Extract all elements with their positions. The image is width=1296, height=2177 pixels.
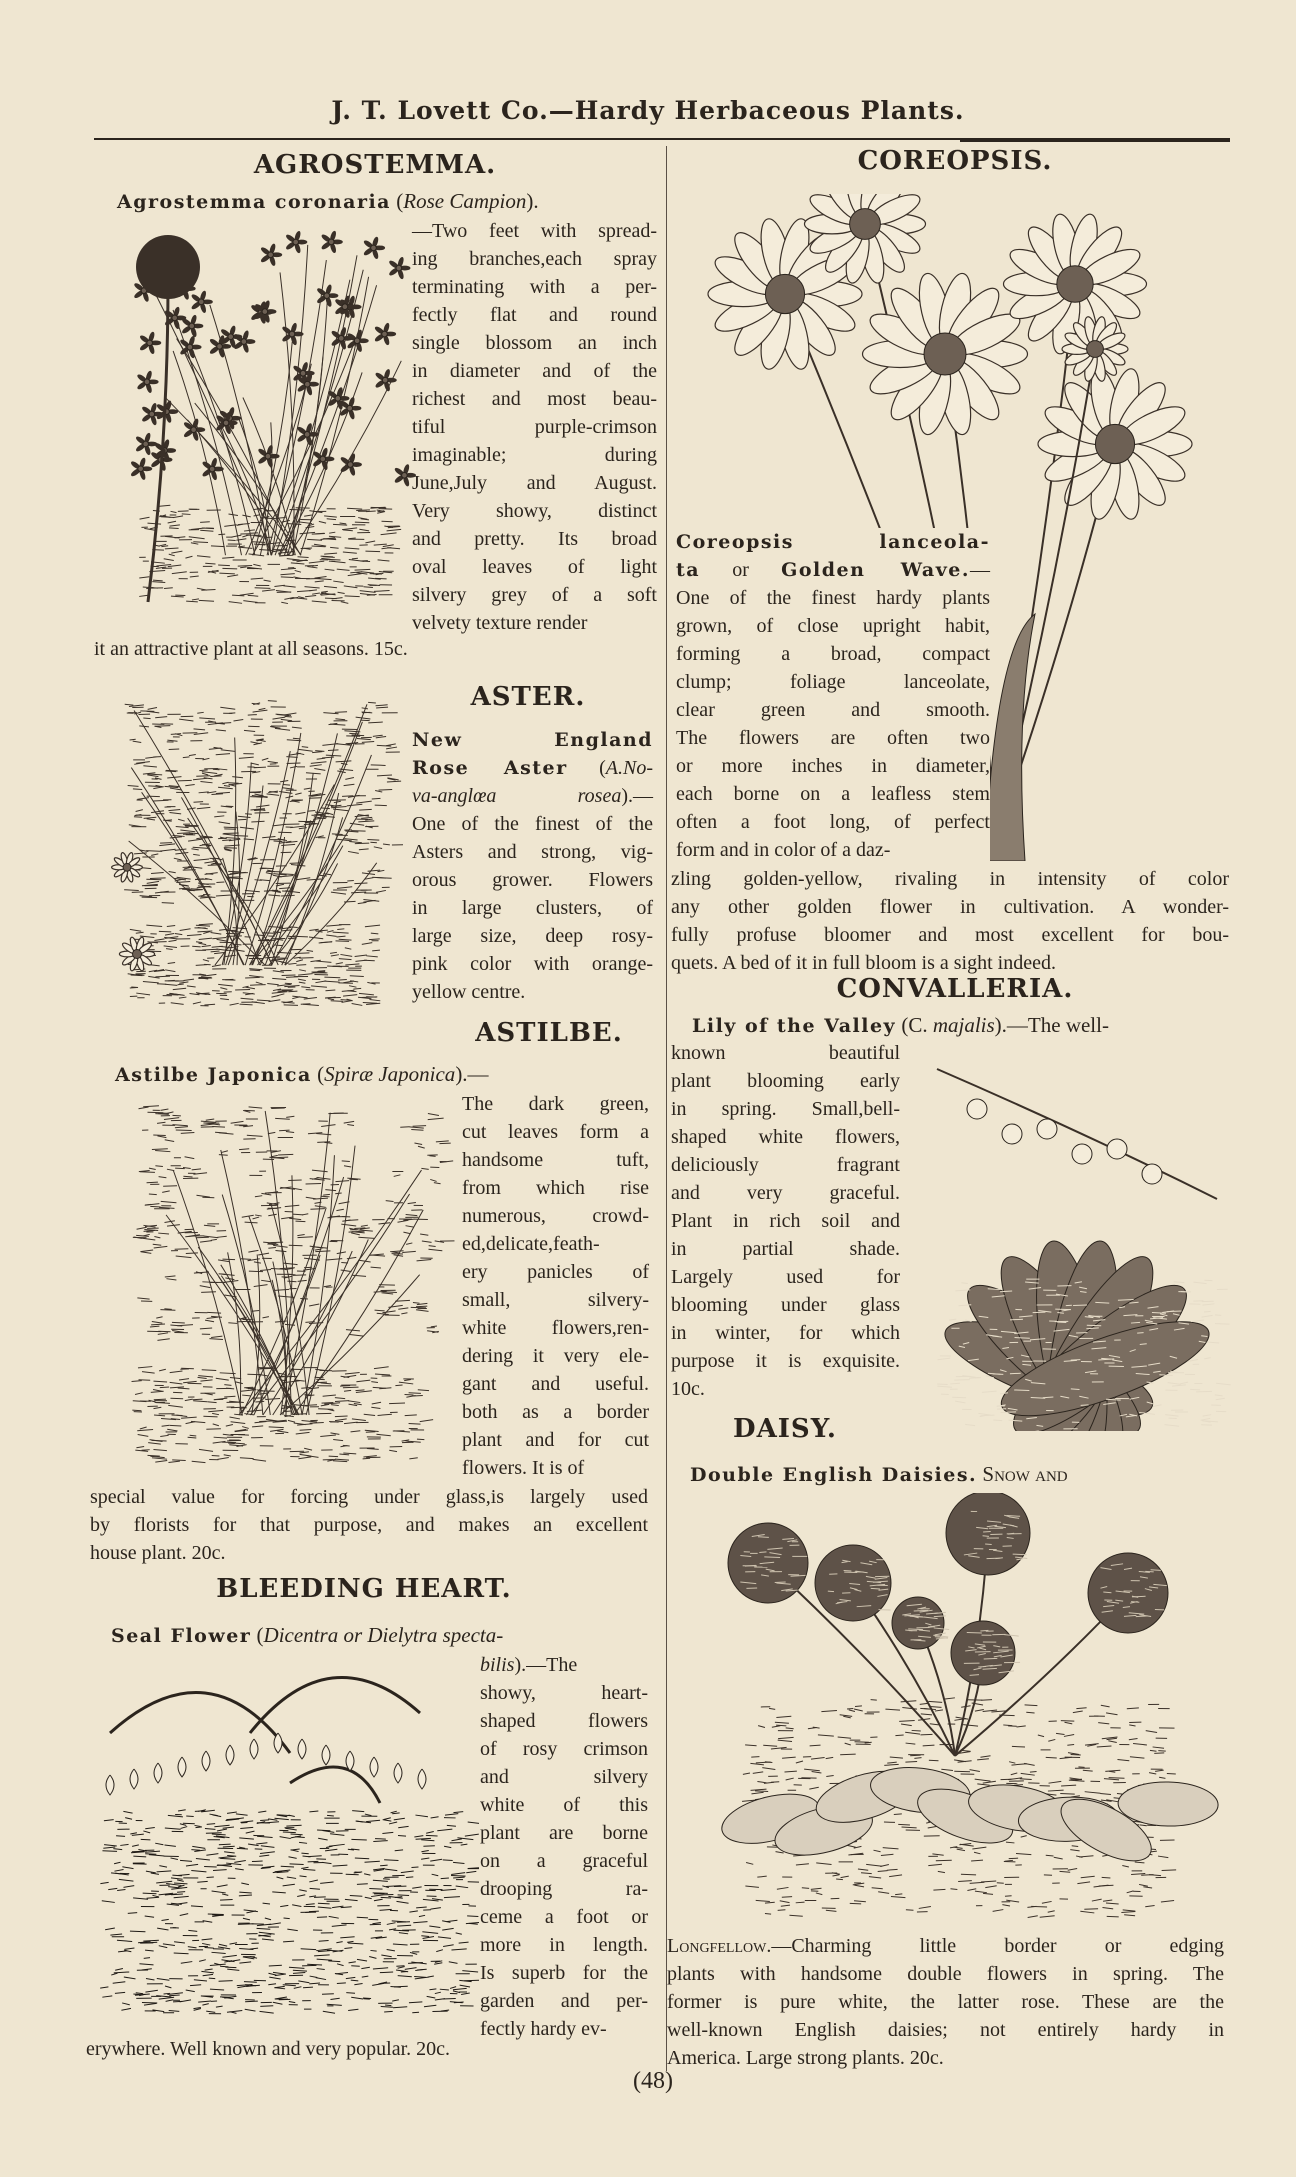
text-line: ed,delicate,feath- [462,1233,600,1255]
text-run: Longfellow [667,1935,767,1957]
text-line: silvery grey of a soft [412,584,657,606]
text-run: ( [391,189,404,213]
daisy-illustration [688,1493,1222,1931]
text-run: A.No- [605,757,653,779]
coreopsis-text [676,528,990,864]
text-run: majalis [932,1013,995,1037]
text-run: ( [311,1062,325,1086]
text-run: ).—The well- [994,1013,1109,1037]
text-line [412,782,653,810]
text-run: Dicentra or Dielytra specta- [263,1623,504,1647]
text-line: ing branches,each spray [412,248,657,270]
text-line: terminating with a per- [412,276,657,298]
text-line: garden and per- [480,1990,648,2012]
daisy-text [667,1932,1224,2072]
text-line: One of the finest hardy plants [676,587,990,609]
text-line: white of this [480,1794,648,1816]
text-line: plant blooming early [671,1070,900,1092]
text-line: each borne on a leafless stem [676,783,990,805]
bleeding-heart-illustration [90,1653,479,2023]
text-line: The dark green, [462,1093,649,1115]
agrostemma-text [412,217,657,637]
text-line: in spring. Small,bell- [671,1098,900,1120]
convalleria-lead [692,1011,1109,1040]
text-line [480,1651,648,1679]
text-run: Coreopsis lanceola- [676,531,990,553]
heading-astilbe: ASTILBE. [475,1018,623,1048]
astilbe-lead [115,1060,489,1089]
text-line: white flowers,ren- [462,1317,649,1339]
text-run: Seal Flower [111,1625,252,1647]
text-run: bilis [480,1654,515,1676]
text-line: yellow centre. [412,981,526,1003]
text-run: — [970,559,990,581]
text-line: known beautiful [671,1042,900,1064]
header-rule-thick [960,139,1230,142]
text-line [676,528,990,556]
convalleria-text [671,1039,900,1403]
text-line: any other golden flower in cultivation. A wonder- [671,896,1229,918]
text-line: large size, deep rosy- [412,925,653,947]
text-run: .—Charming little border or edging [766,1935,1224,1957]
text-line: flowers. It is of [462,1457,585,1479]
text-line: erywhere. Well known and very popular. 20c. [86,2038,451,2060]
text-run: Astilbe Japonica [115,1064,312,1086]
text-run: ).— [455,1062,489,1086]
text-run: New England [412,729,653,751]
coreopsis-text-tail [671,865,1229,977]
text-line [412,726,653,754]
astilbe-illustration [94,1092,458,1472]
text-run: or [700,559,782,581]
text-run: Snow and [982,1462,1068,1486]
heading-agrostemma: AGROSTEMMA. [253,150,497,180]
text-run: ( [567,757,606,779]
text-line: in winter, for which [671,1322,900,1344]
text-line: and pretty. Its broad [412,528,657,550]
text-line: form and in color of a daz- [676,839,891,861]
aster-illustration [97,688,403,1014]
text-line: pink color with orange- [412,953,653,975]
text-line: forming a broad, compact [676,643,990,665]
text-line: blooming under glass [671,1294,900,1316]
text-line: shaped flowers [480,1710,648,1732]
text-line [667,1932,1224,1960]
text-line: fully profuse bloomer and most excellent for bou- [671,924,1229,946]
text-line: clump; foliage lanceolate, [676,671,990,693]
heading-bleeding-heart: BLEEDING HEART. [216,1574,512,1604]
text-line: grown, of close upright habit, [676,615,990,637]
text-run: ta [676,559,701,581]
heading-daisy: DAISY. [733,1414,837,1444]
text-line: often a foot long, of perfect [676,811,990,833]
text-line: velvety texture render [412,612,588,634]
text-line: showy, heart- [480,1682,648,1704]
daisy-lead [690,1460,1068,1489]
text-line: orous grower. Flowers [412,869,653,891]
text-line: Very showy, distinct [412,500,657,522]
heading-coreopsis: COREOPSIS. [857,146,1053,176]
text-line: more in length. [480,1934,648,1956]
bleeding-heart-text-tail [86,2035,646,2063]
text-line: special value for forcing under glass,is largely used [90,1486,648,1508]
text-line: it an attractive plant at all seasons. 15c. [94,638,408,660]
text-line: in diameter and of the [412,360,657,382]
text-line: June,July and August. [412,472,657,494]
text-run: Golden Wave. [781,559,970,581]
text-line: shaped white flowers, [671,1126,900,1148]
astilbe-text [462,1090,649,1482]
text-line: One of the finest of the [412,813,653,835]
text-line: cut leaves form a [462,1121,649,1143]
text-line: imaginable; during [412,444,657,466]
text-line: fectly hardy ev- [480,2018,607,2040]
page-number: (48) [633,2068,673,2094]
text-line: plant are borne [480,1822,648,1844]
text-run: Agrostemma coronaria [117,191,391,213]
text-line: on a graceful [480,1850,648,1872]
text-line: zling golden-yellow, rivaling in intensity of color [671,868,1229,890]
agrostemma-lead [117,187,539,216]
text-line: plants with handsome double flowers in spring. The [667,1963,1224,1985]
text-run: ).— [621,785,653,807]
aster-text [412,726,653,1006]
text-line: —Two feet with spread- [412,220,657,242]
bleeding-heart-lead [111,1621,503,1650]
text-line: Is superb for the [480,1962,648,1984]
text-line: gant and useful. [462,1373,649,1395]
text-line: dering it very ele- [462,1345,649,1367]
text-run: va-anglœa rosea [412,785,622,807]
text-line: ceme a foot or [480,1906,648,1928]
convalleria-illustration [917,1049,1236,1431]
text-line: single blossom an inch [412,332,657,354]
agrostemma-text-tail [94,635,654,663]
text-line: purpose it is exquisite. [671,1350,900,1372]
text-line: plant and for cut [462,1429,649,1451]
text-line: both as a border [462,1401,649,1423]
text-line: ery panicles of [462,1261,649,1283]
text-run: ). [526,189,539,213]
text-line: handsome tuft, [462,1149,649,1171]
text-run: (C. [896,1013,933,1037]
column-divider [666,146,667,2071]
text-line [676,556,990,584]
text-line: from which rise [462,1177,649,1199]
text-line: numerous, crowd- [462,1205,649,1227]
text-line: Asters and strong, vig- [412,841,653,863]
text-line: deliciously fragrant [671,1154,900,1176]
text-line: and silvery [480,1766,648,1788]
text-line: richest and most beau- [412,388,657,410]
text-line: Largely used for [671,1266,900,1288]
text-run: Spiræ Japonica [324,1062,456,1086]
text-line: house plant. 20c. [90,1542,226,1564]
text-line: tiful purple-crimson [412,416,657,438]
text-line: fectly flat and round [412,304,657,326]
text-line: well-known English daisies; not entirely hardy in [667,2019,1224,2041]
text-line: small, silvery- [462,1289,649,1311]
text-line: by florists for that purpose, and makes an excellent [90,1514,648,1536]
text-run: Lily of the Valley [692,1015,897,1037]
text-line: oval leaves of light [412,556,657,578]
text-line: of rosy crimson [480,1738,648,1760]
agrostemma-illustration [108,222,420,614]
heading-aster: ASTER. [470,682,586,712]
text-run: Double English Daisies. [690,1464,978,1486]
text-line: clear green and smooth. [676,699,990,721]
text-line [412,754,653,782]
heading-convalleria: CONVALLERIA. [836,974,1074,1004]
text-line: and very graceful. [671,1182,900,1204]
bleeding-heart-text [480,1651,648,2043]
text-line: in partial shade. [671,1238,900,1260]
page-header: J. T. Lovett Co.—Hardy Herbaceous Plants. [331,96,965,125]
astilbe-text-tail [90,1483,648,1567]
text-line: The flowers are often two [676,727,990,749]
text-line: Plant in rich soil and [671,1210,900,1232]
text-line: drooping ra- [480,1878,648,1900]
text-run: ( [251,1623,264,1647]
text-run: Rose Aster [412,757,568,779]
text-line: quets. A bed of it in full bloom is a sight indeed. [671,952,1056,974]
text-run: ).—The [514,1654,578,1676]
text-line: former is pure white, the latter rose. These are the [667,1991,1224,2013]
text-run: Rose Campion [403,189,527,213]
text-line: or more inches in diameter, [676,755,990,777]
text-line: 10c. [671,1378,705,1400]
text-line: in large clusters, of [412,897,653,919]
text-line: America. Large strong plants. 20c. [667,2047,944,2069]
